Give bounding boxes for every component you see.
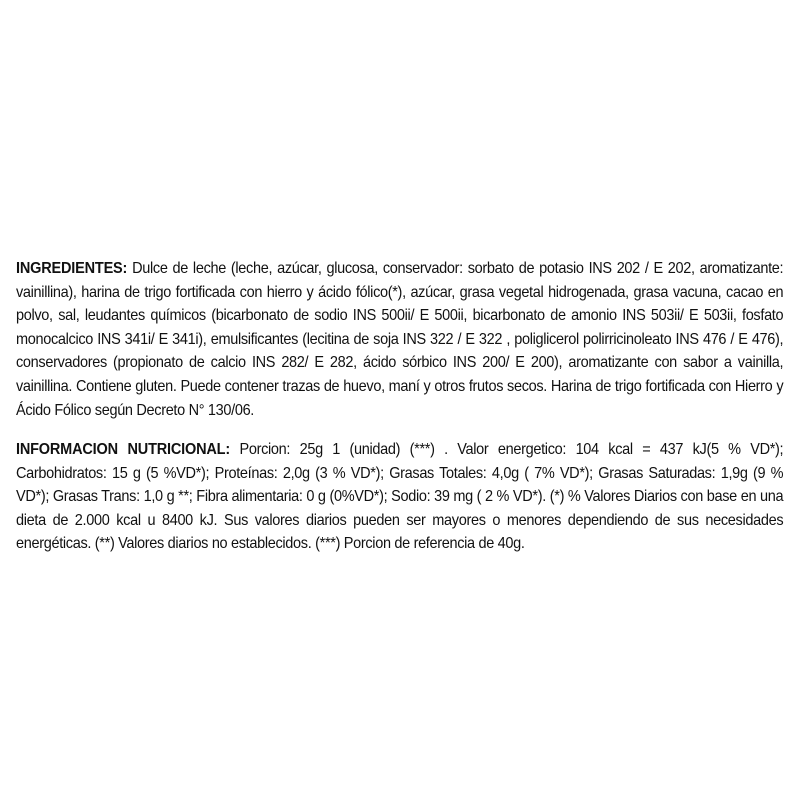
nutrition-paragraph <box>16 438 783 556</box>
ingredients-text: Dulce de leche (leche, azúcar, glucosa, conservador: sorbato de potasio INS 202 / E 202, aromatizante: vainillina), harina de trigo fortificada con hierro y ácido fólico(*), azúcar, grasa vegetal hidrogenada, grasa vacuna, cacao en polvo, sal, leudantes químicos (bicarbonato de sodio INS 500ii/ E 500ii, bicarbonato de amonio INS 503ii/ E 503ii, fosfato monocalcico INS 341i/ E 341i), emulsificantes (lecitina de soja INS 322 / E 322 , poliglicerol polirricinoleato INS 476 / E 476), conservadores (propionato de calcio INS 282/ E 282, ácido sórbico INS 200/ E 200), aromatizante con sabor a vainilla, vainillina. Contiene gluten. Puede contener trazas de huevo, maní y otros frutos secos. Harina de trigo fortificada con Hierro y Ácido Fólico según Decreto N° 130/06. <box>16 260 784 419</box>
nutrition-heading: INFORMACION NUTRICIONAL: <box>16 441 231 458</box>
ingredients-heading: INGREDIENTES: <box>16 260 128 277</box>
nutrition-text: Porcion: 25g 1 (unidad) (***) . Valor energetico: 104 kcal = 437 kJ(5 % VD*); Carbohidratos: 15 g (5 %VD*); Proteínas: 2,0g (3 % VD*); Grasas Totales: 4,0g ( 7% VD*); Grasas Saturadas: 1,9g (9 % VD*); Grasas Trans: 1,0 g **; Fibra alimentaria: 0 g (0%VD*); Sodio: 39 mg ( 2 % VD*). (*) % Valores Diarios con base en una dieta de 2.000 kcal u 8400 kJ. Sus valores diarios pueden ser mayores o menores dependiendo de sus necesidades energéticas. (**) Valores diarios no establecidos. (***) Porcion de referencia de 40g. <box>16 441 784 553</box>
ingredients-paragraph <box>16 257 783 422</box>
